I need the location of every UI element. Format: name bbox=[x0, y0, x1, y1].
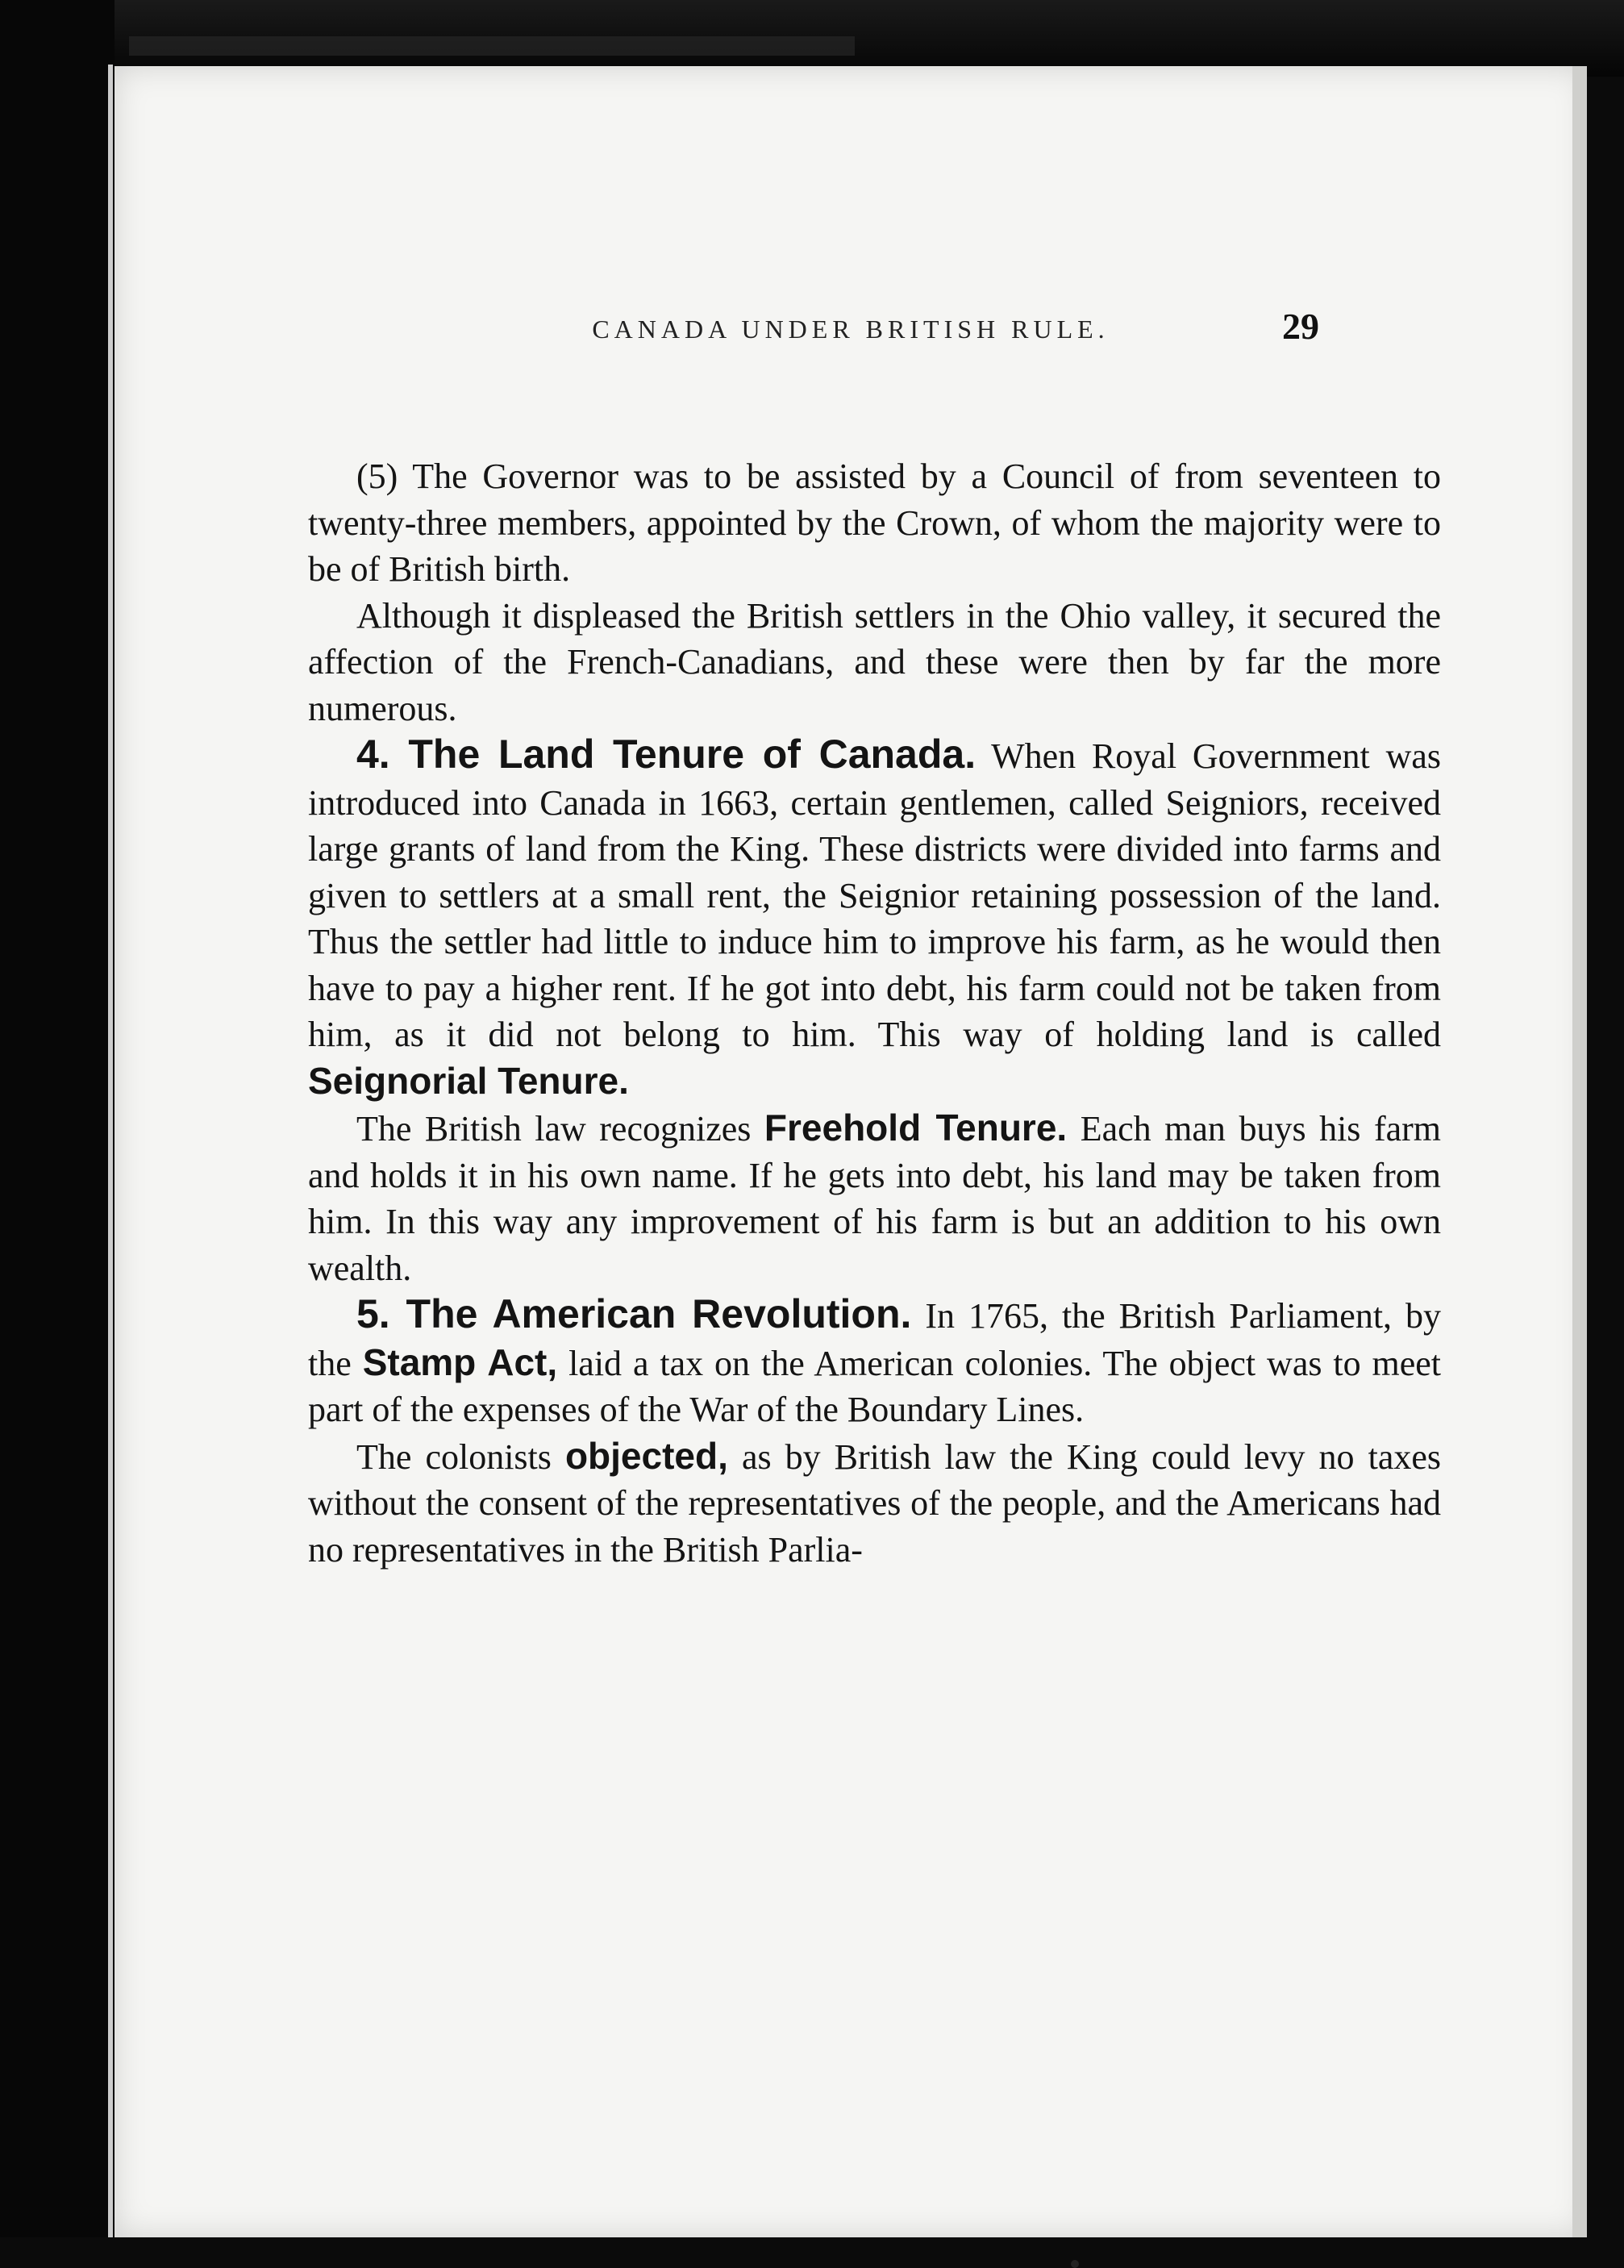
term-freehold-tenure: Freehold Tenure. bbox=[764, 1107, 1068, 1149]
paragraph-governor-council: (5) The Governor was to be assisted by a Council of from seventeen to twenty-three members, appointed by the Crown, of whom the majority were to be of British birth. bbox=[308, 457, 1441, 589]
section-heading-american-revolution: 5. The American Revolution. bbox=[356, 1291, 912, 1336]
scan-left-margin bbox=[0, 0, 115, 2237]
colonists-text: as by British law the King could levy no taxes without the consent of the representatives of the people, and the Americans had no representatives in the British Parlia- bbox=[308, 1436, 1441, 1570]
colonists-intro-text: The colonists bbox=[356, 1436, 552, 1477]
scan-smudge bbox=[129, 36, 855, 56]
section-american-revolution bbox=[308, 1291, 1441, 1433]
paragraph-colonists-objected bbox=[308, 1433, 1441, 1574]
paragraph-freehold-tenure bbox=[308, 1105, 1441, 1291]
book-page bbox=[115, 66, 1587, 2237]
section-land-tenure bbox=[308, 732, 1441, 1105]
page-number: 29 bbox=[1282, 306, 1319, 347]
section-heading-land-tenure: 4. The Land Tenure of Canada. bbox=[356, 732, 976, 777]
body-text bbox=[308, 453, 1441, 1573]
term-stamp-act: Stamp Act, bbox=[362, 1340, 558, 1383]
revolution-intro-text: In 1765, the British Parliament, by the bbox=[308, 1296, 1442, 1383]
revolution-text: laid a tax on the American colonies. The object was to meet part of the expenses of the War of the Boundary Lines. bbox=[308, 1343, 1442, 1429]
freehold-intro-text: The British law recognizes bbox=[356, 1109, 752, 1149]
term-seignorial-tenure: Seignorial Tenure. bbox=[308, 1059, 629, 1102]
running-head: CANADA UNDER BRITISH RULE. bbox=[592, 315, 1110, 344]
scan-top-border bbox=[0, 0, 1624, 77]
freehold-text: Each man buys his farm and holds it in his own name. If he gets into debt, his land may be taken from him. In this way any improvement of his farm is but an addition to his own wealth. bbox=[308, 1109, 1441, 1288]
page-right-edge bbox=[1572, 66, 1587, 2237]
book-binding-edge bbox=[108, 65, 113, 2237]
ink-dot bbox=[1071, 2260, 1079, 2268]
paragraph-ohio-valley: Although it displeased the British settlers in the Ohio valley, it secured the affection of the French-Canadians, and these were then by far the more numerous. bbox=[308, 595, 1441, 728]
term-objected: objected, bbox=[564, 1434, 728, 1477]
land-tenure-text: When Royal Government was introduced into Canada in 1663, certain gentlemen, called Seigniors, received large grants of land from the King. These districts were divided into farms and given to settlers at a small rent, the Seignior retaining possession of the land. Thus the settler had little to induce him to improve his farm, as he would then have to pay a higher rent. If he got into debt, his farm could not be taken from him, as it did not belong to him. This way of holding land is called bbox=[308, 736, 1441, 1054]
